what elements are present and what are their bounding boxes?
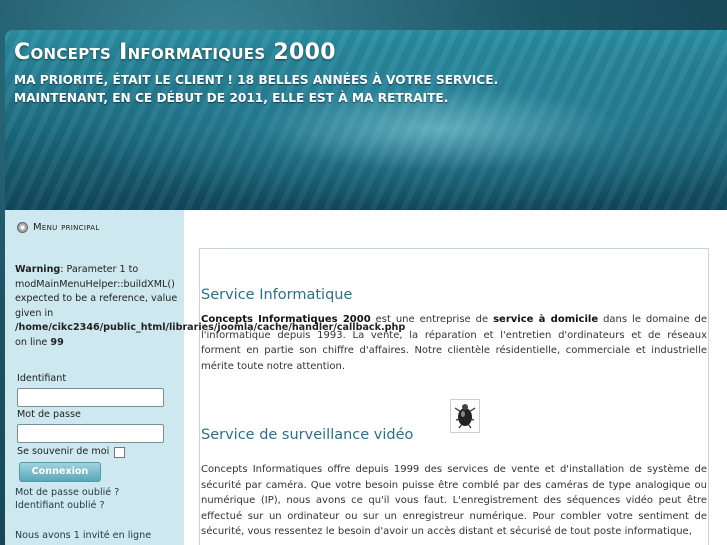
main-menu-header — [17, 222, 100, 233]
password-input[interactable] — [17, 424, 164, 443]
forgot-username-link[interactable]: Identifiant oublié ? — [15, 500, 105, 511]
emphasis: service à domicile — [493, 314, 599, 325]
warning-label: Warning — [15, 264, 61, 275]
text-b: dans le domaine de l'informatique depuis 1993. La vente, la réparation et l'entretien d'ordinateurs et de réseaux forment en partie son chiffre d'affaires. Notre clientèle résidentielle, commerciale et industrielle mérite toute notre attention. — [201, 314, 707, 372]
username-input[interactable] — [17, 388, 164, 407]
login-button[interactable]: Connexion — [19, 462, 101, 482]
warning-line-prefix: on line — [15, 336, 48, 348]
username-label: Identifiant — [17, 373, 67, 384]
remember-me-label: Se souvenir de moi — [17, 446, 110, 457]
online-users: Nous avons 1 invité en ligne — [15, 530, 152, 541]
warning-line-number: 99 — [50, 336, 64, 348]
remember-me-checkbox[interactable] — [114, 447, 125, 458]
company-name: Concepts Informatiques 2000 — [201, 314, 371, 325]
tagline-line-2: MAINTENANT, EN CE DÉBUT DE 2011, ELLE EST À MA RETRAITE. — [14, 91, 449, 105]
main-menu-title: Menu principal — [33, 222, 100, 233]
surveillance-heading: Service de surveillance vidéo — [201, 427, 414, 443]
site-tagline — [14, 71, 694, 107]
tagline-line-1: MA PRIORITÉ, ÉTAIT LE CLIENT ! 18 BELLES ANNÉES À VOTRE SERVICE. — [14, 73, 499, 87]
forgot-password-link[interactable]: Mot de passe oublié ? — [15, 487, 120, 498]
camera-icon — [450, 399, 480, 433]
warning-path: /home/cikc2346/public_html/libraries/joomla/cache/handler/callback.php — [15, 322, 406, 333]
password-label: Mot de passe — [17, 409, 81, 420]
site-title[interactable]: Concepts Informatiques 2000 — [14, 40, 336, 65]
warning-text: : Parameter 1 to modMainMenuHelper::buildXML() expected to be a reference, value given in — [15, 264, 178, 319]
bullet-icon — [17, 222, 28, 233]
text-a: est une entreprise de — [370, 314, 494, 325]
service-informatique-heading: Service Informatique — [201, 287, 353, 303]
surveillance-text: Concepts Informatiques offre depuis 1999 des services de vente et d'installation de système de sécurité par caméra. Que votre besoin puisse être comblé par des caméras de type analogique ou numérique (IP), nous avons ce qu'il vous faut. L'enregistrement des séquences vidéo peut être effectué sur un ordinateur ou sur un enregistreur numérique. Pour combler votre sentiment de sécurité, vous ressentez le besoin d'avoir un accès distant et sécurisé de tout poste informatique, — [201, 464, 707, 537]
main-content — [184, 210, 727, 545]
site-header — [5, 30, 727, 210]
